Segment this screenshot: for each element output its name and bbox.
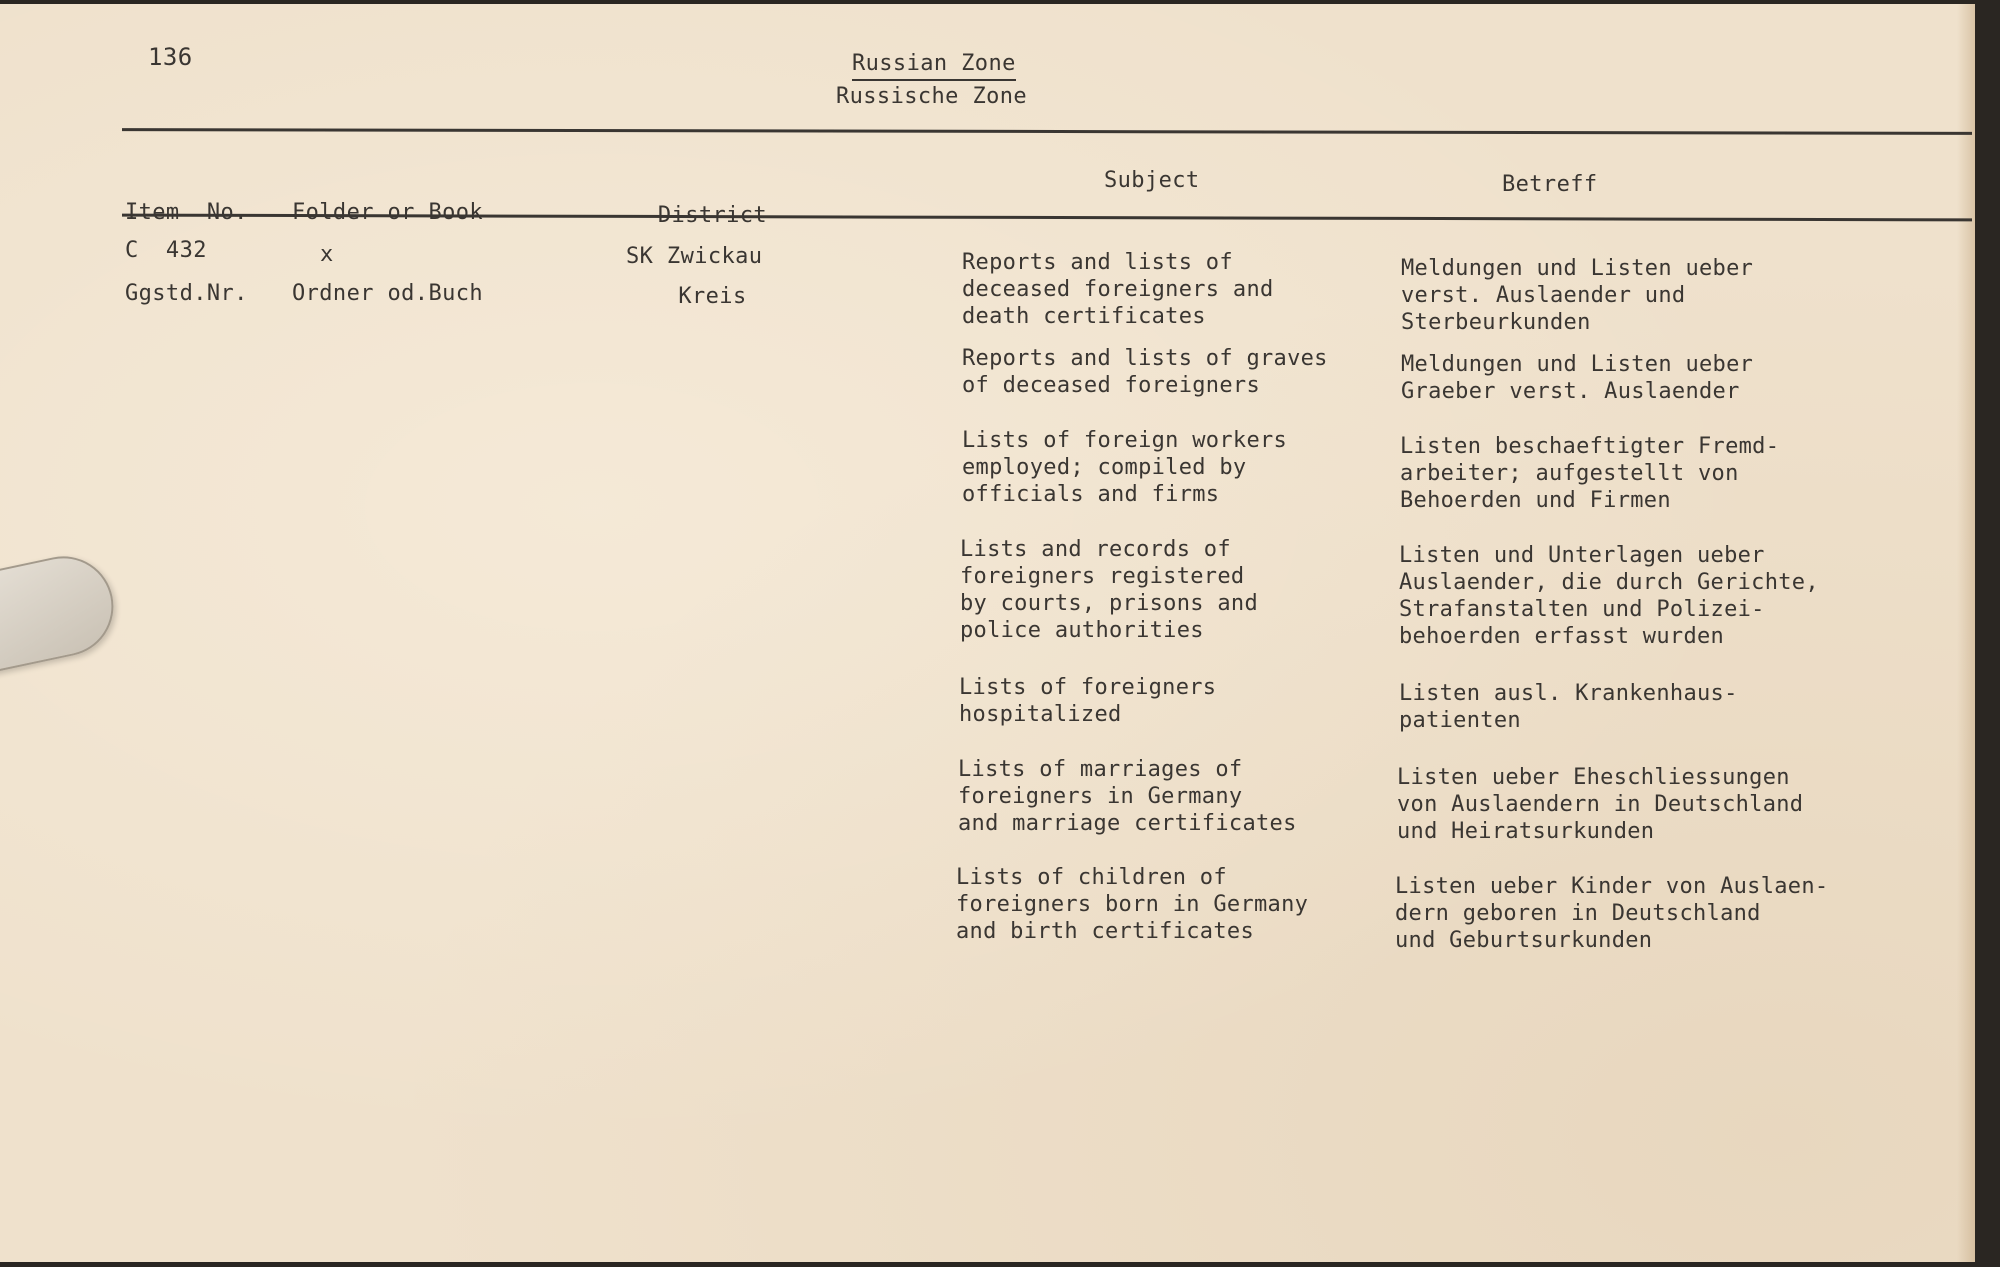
page-edge-shadow — [1957, 4, 1975, 1262]
zone-title-english: Russian Zone — [852, 50, 1016, 81]
page-number: 136 — [148, 43, 193, 71]
header-item-de: Ggstd.Nr. — [125, 281, 248, 306]
record-folder: x — [320, 242, 334, 267]
header-folder-en: Folder or Book — [292, 200, 484, 225]
header-top-rule — [122, 128, 1972, 135]
subject-entry-1: Reports and lists of deceased foreigners and death certificates — [962, 250, 1274, 329]
betreff-entry-2: Meldungen und Listen ueber Graeber verst. Auslaender — [1401, 352, 1754, 404]
header-betreff: Betreff — [1502, 172, 1598, 197]
header-folder-de: Ordner od.Buch — [292, 281, 484, 306]
document-page — [0, 4, 1975, 1262]
betreff-entry-6: Listen ueber Eheschliessungen von Auslaendern in Deutschland und Heiratsurkunden — [1397, 765, 1804, 844]
subject-entry-4: Lists and records of foreigners registered by courts, prisons and police authorities — [960, 537, 1258, 643]
header-district-en: District — [657, 203, 768, 228]
betreff-entry-1: Meldungen und Listen ueber verst. Auslaender und Sterbeurkunden — [1401, 256, 1754, 335]
header-subject: Subject — [1104, 168, 1200, 193]
record-item-no: C 432 — [125, 238, 207, 263]
record-district: SK Zwickau — [626, 244, 763, 269]
subject-entry-2: Reports and lists of graves of deceased foreigners — [962, 346, 1328, 398]
betreff-entry-3: Listen beschaeftigter Fremd- arbeiter; aufgestellt von Behoerden und Firmen — [1400, 434, 1780, 513]
subject-entry-5: Lists of foreigners hospitalized — [959, 675, 1217, 727]
subject-entry-7: Lists of children of foreigners born in Germany and birth certificates — [956, 865, 1309, 944]
subject-entry-3: Lists of foreign workers employed; compiled by officials and firms — [962, 428, 1288, 507]
betreff-entry-4: Listen und Unterlagen ueber Auslaender, die durch Gerichte, Strafanstalten und Polizei- behoerden erfasst wurden — [1399, 543, 1819, 649]
subject-entry-6: Lists of marriages of foreigners in Germany and marriage certificates — [958, 757, 1297, 836]
betreff-entry-7: Listen ueber Kinder von Auslaen- dern geboren in Deutschland und Geburtsurkunden — [1395, 874, 1829, 953]
zone-title-german: Russische Zone — [836, 84, 1028, 109]
header-district-de: Kreis — [678, 284, 747, 309]
betreff-entry-5: Listen ausl. Krankenhaus- patienten — [1399, 681, 1738, 733]
paper-clip — [0, 547, 123, 677]
header-item-en: Item No. — [125, 200, 248, 225]
